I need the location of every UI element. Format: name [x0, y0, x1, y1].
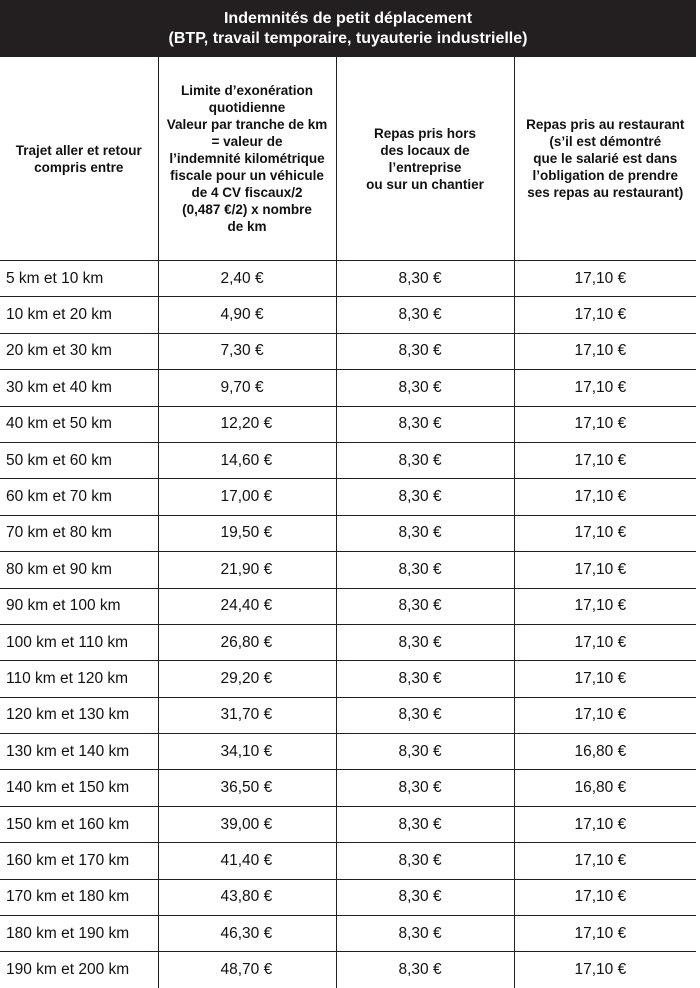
cell-limite: 7,30 € [158, 333, 336, 369]
table-row [0, 624, 696, 660]
header-line: l’obligation de prendre [532, 168, 678, 183]
cell-repas-hors: 8,30 € [336, 734, 514, 770]
cell-limite: 48,70 € [158, 952, 336, 988]
cell-repas-restaurant: 17,10 € [514, 952, 696, 988]
table-row [0, 916, 696, 952]
table-row [0, 588, 696, 624]
header-line: quotidienne [208, 100, 286, 115]
table-row [0, 261, 696, 297]
cell-repas-restaurant: 17,10 € [514, 697, 696, 733]
table-row [0, 879, 696, 915]
header-line: ses repas au restaurant) [527, 185, 684, 200]
cell-repas-restaurant: 17,10 € [514, 552, 696, 588]
table-row [0, 479, 696, 515]
cell-range: 30 km et 40 km [0, 370, 158, 406]
cell-range: 110 km et 120 km [0, 661, 158, 697]
cell-limite: 34,10 € [158, 734, 336, 770]
cell-repas-restaurant: 17,10 € [514, 806, 696, 842]
cell-limite: 4,90 € [158, 297, 336, 333]
cell-limite: 41,40 € [158, 843, 336, 879]
cell-range: 140 km et 150 km [0, 770, 158, 806]
table-row [0, 406, 696, 442]
header-line: l’indemnité kilométrique [169, 151, 325, 166]
cell-range: 5 km et 10 km [0, 261, 158, 297]
header-line: Repas pris hors [373, 125, 477, 141]
table-row [0, 442, 696, 478]
cell-repas-restaurant: 17,10 € [514, 916, 696, 952]
title-line-1: Indemnités de petit déplacement [223, 9, 473, 27]
cell-repas-restaurant: 17,10 € [514, 588, 696, 624]
cell-limite: 43,80 € [158, 879, 336, 915]
header-line: (0,487 €/2) x nombre [182, 202, 312, 217]
table-row [0, 770, 696, 806]
cell-limite: 39,00 € [158, 806, 336, 842]
header-line: Limite d’exonération [180, 83, 314, 98]
cell-range: 180 km et 190 km [0, 916, 158, 952]
cell-repas-hors: 8,30 € [336, 370, 514, 406]
header-trajet [0, 57, 158, 261]
cell-repas-hors: 8,30 € [336, 442, 514, 478]
header-line: compris entre [34, 159, 124, 175]
header-line: de 4 CV fiscaux/2 [191, 185, 303, 200]
cell-range: 130 km et 140 km [0, 734, 158, 770]
cell-limite: 31,70 € [158, 697, 336, 733]
cell-repas-hors: 8,30 € [336, 661, 514, 697]
cell-limite: 9,70 € [158, 370, 336, 406]
table-row [0, 370, 696, 406]
table-body [0, 261, 696, 988]
cell-repas-hors: 8,30 € [336, 879, 514, 915]
cell-repas-hors: 8,30 € [336, 588, 514, 624]
table-row [0, 843, 696, 879]
cell-range: 50 km et 60 km [0, 442, 158, 478]
cell-repas-restaurant: 17,10 € [514, 406, 696, 442]
header-line: (s’il est démontré [549, 134, 662, 149]
cell-repas-hors: 8,30 € [336, 916, 514, 952]
cell-limite: 24,40 € [158, 588, 336, 624]
cell-repas-hors: 8,30 € [336, 952, 514, 988]
table-row [0, 806, 696, 842]
header-line: que le salarié est dans [533, 151, 678, 166]
cell-repas-restaurant: 16,80 € [514, 734, 696, 770]
header-line: Repas pris au restaurant [526, 117, 685, 132]
cell-repas-restaurant: 17,10 € [514, 297, 696, 333]
cell-range: 100 km et 110 km [0, 624, 158, 660]
cell-range: 40 km et 50 km [0, 406, 158, 442]
cell-repas-restaurant: 17,10 € [514, 261, 696, 297]
cell-repas-restaurant: 16,80 € [514, 770, 696, 806]
header-limite-exoneration [158, 57, 336, 261]
table-row [0, 333, 696, 369]
cell-limite: 46,30 € [158, 916, 336, 952]
cell-range: 60 km et 70 km [0, 479, 158, 515]
table-row [0, 661, 696, 697]
cell-limite: 12,20 € [158, 406, 336, 442]
cell-repas-restaurant: 17,10 € [514, 333, 696, 369]
cell-repas-restaurant: 17,10 € [514, 442, 696, 478]
cell-repas-restaurant: 17,10 € [514, 515, 696, 551]
header-line: de km [227, 219, 267, 234]
cell-repas-hors: 8,30 € [336, 333, 514, 369]
cell-repas-hors: 8,30 € [336, 697, 514, 733]
table-row [0, 297, 696, 333]
table-row [0, 697, 696, 733]
cell-repas-restaurant: 17,10 € [514, 879, 696, 915]
cell-repas-restaurant: 17,10 € [514, 370, 696, 406]
header-line: fiscale pour un véhicule [170, 168, 324, 183]
header-line: Valeur par tranche de km [166, 117, 328, 132]
cell-range: 170 km et 180 km [0, 879, 158, 915]
cell-repas-hors: 8,30 € [336, 261, 514, 297]
cell-range: 70 km et 80 km [0, 515, 158, 551]
cell-repas-hors: 8,30 € [336, 406, 514, 442]
cell-limite: 36,50 € [158, 770, 336, 806]
header-repas-restaurant [514, 57, 696, 261]
cell-range: 80 km et 90 km [0, 552, 158, 588]
cell-repas-hors: 8,30 € [336, 770, 514, 806]
cell-repas-hors: 8,30 € [336, 479, 514, 515]
cell-limite: 19,50 € [158, 515, 336, 551]
header-repas-hors-locaux [336, 57, 514, 261]
title-bar [0, 0, 696, 57]
cell-range: 20 km et 30 km [0, 333, 158, 369]
cell-repas-restaurant: 17,10 € [514, 479, 696, 515]
cell-repas-restaurant: 17,10 € [514, 624, 696, 660]
cell-range: 190 km et 200 km [6, 961, 130, 979]
table-row [0, 952, 696, 988]
cell-repas-restaurant: 17,10 € [514, 843, 696, 879]
cell-repas-restaurant: 17,10 € [514, 661, 696, 697]
table-row [0, 552, 696, 588]
cell-repas-hors: 8,30 € [336, 806, 514, 842]
cell-limite: 2,40 € [158, 261, 336, 297]
header-line: Trajet aller et retour [15, 142, 142, 158]
cell-range: 150 km et 160 km [0, 806, 158, 842]
cell-repas-hors: 8,30 € [336, 624, 514, 660]
header-line: ou sur un chantier [366, 176, 484, 192]
table-row [0, 734, 696, 770]
indemnites-table [0, 57, 696, 988]
cell-limite: 29,20 € [158, 661, 336, 697]
cell-repas-hors: 8,30 € [336, 843, 514, 879]
header-line: = valeur de [211, 134, 283, 149]
title-line-2: (BTP, travail temporaire, tuyauterie industrielle) [168, 29, 528, 47]
cell-limite: 21,90 € [158, 552, 336, 588]
cell-range: 160 km et 170 km [0, 843, 158, 879]
cell-repas-hors: 8,30 € [336, 552, 514, 588]
header-row [0, 57, 696, 261]
cell-range: 90 km et 100 km [0, 588, 158, 624]
cell-limite: 17,00 € [158, 479, 336, 515]
cell-repas-hors: 8,30 € [336, 297, 514, 333]
cell-repas-hors: 8,30 € [336, 515, 514, 551]
cell-range: 10 km et 20 km [0, 297, 158, 333]
cell-range: 120 km et 130 km [0, 697, 158, 733]
table-row [0, 515, 696, 551]
cell-limite: 26,80 € [158, 624, 336, 660]
cell-limite: 14,60 € [158, 442, 336, 478]
header-line: des locaux de l’entreprise [380, 142, 470, 175]
